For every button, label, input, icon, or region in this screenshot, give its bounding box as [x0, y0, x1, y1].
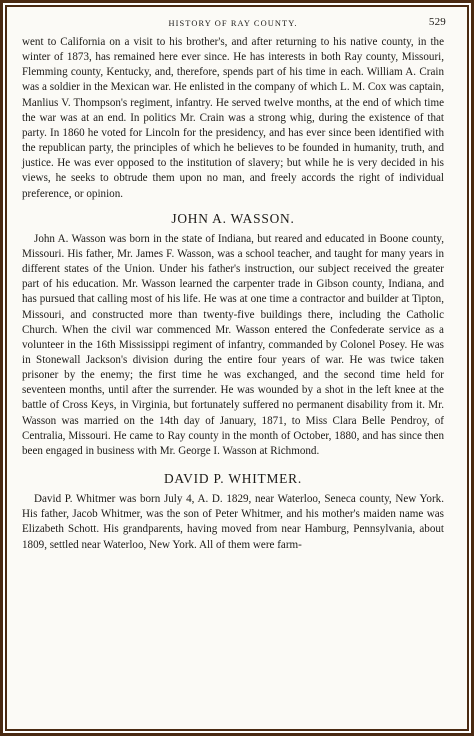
page-frame-mat — [3, 3, 471, 733]
book-page — [22, 13, 444, 553]
running-head-title: HISTORY OF RAY COUNTY. — [168, 19, 298, 28]
section-heading-whitmer: DAVID P. WHITMER. — [163, 471, 303, 487]
page-sheet — [5, 5, 469, 731]
section-heading-wasson: JOHN A. WASSON. — [171, 210, 295, 226]
running-head — [22, 13, 444, 35]
continued-paragraph: went to California on a visit to his brother's, and after returning to his native county, in the winter of 1873, has remained here ever since. He has interests in both Ray county, Missouri, Flemming county, Kentucky, and, therefore, spends part of his time in each. William A. Crain was a soldier in the Mexican war. He enlisted in the company of which L. M. Cox was captain, Manlius V. Thompson's regiment, infantry. He served twelve months, at the end of which time the war was at an end. In politics Mr. Crain was a strong whig, during the existence of that party. In 1860 he voted for Lincoln for the presidency, and has ever since been identified with the republican party, the principles of which he believes to be founded in humanity, truth, and justice. He was ever opposed to the institution of slavery; but while he is very decided in his views, he seeks to obtrude them upon no man, and freely accords the right of individual preference, or opinion. — [22, 36, 444, 200]
page-number: 529 — [428, 16, 446, 28]
wasson-biography-paragraph: John A. Wasson was born in the state of Indiana, but reared and educated in Boone county, Missouri. His father, Mr. James F. Wasson, was a school teacher, and taught for many years in different states of the Union. Under his father's instruction, our subject received the greater part of his education. Mr. Wasson learned the carpenter trade in Gibson county, Indiana, and has pursued that calling most of his life. He was at one time a contractor and builder at Tipton, Missouri, and constructed more than twenty-five buildings there, including the Catholic Church. When the civil war commenced Mr. Wasson entered the Confederate service as a volunteer in the 16th Mississippi regiment of infantry, commanded by Colonel Posey. He was in Stonewall Jackson's division during the entire four years of war. He was twice taken prisoner by the enemy; the first time he was exchanged, and the second time held for seventeen months, until after the surrender. He was wounded by a shot in the left knee at the battle of Cross Keys, in Virginia, but fortunately suffered no permanent disability from it. Mr. Wasson was married on the 14th day of January, 1871, to Miss Clara Belle Pendroy, of Centralia, Missouri. He came to Ray county in the month of October, 1880, and has since then been engaged in business with Mr. George I. Wasson at Richmond. — [22, 232, 444, 457]
whitmer-biography-paragraph: David P. Whitmer was born July 4, A. D. 1829, near Waterloo, Seneca county, New York. His father, Jacob Whitmer, was the son of Peter Whitmer, and his mother's maiden name was Elizabeth Schott. His grandparents, having moved from near Hamburg, Pennsylvania, about 1809, settled near Waterloo, New York. All of them were farm- — [22, 493, 444, 551]
